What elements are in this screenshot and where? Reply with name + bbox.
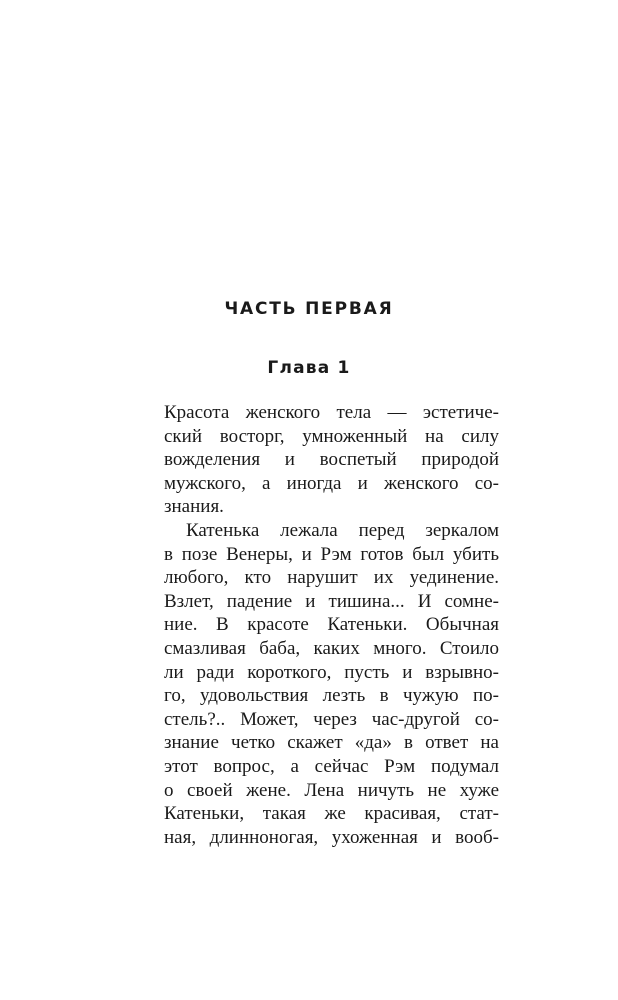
text-line: знания. <box>164 496 224 518</box>
part-title: ЧАСТЬ ПЕРВАЯ <box>224 299 394 319</box>
text-line: о своей жене. Лена ничуть не хуже <box>164 779 499 801</box>
text-line: ли ради короткого, пусть и взрывно- <box>164 661 499 683</box>
text-line: в позе Венеры, и Рэм готов был убить <box>164 543 499 565</box>
text-line: Катенька лежала перед зеркалом <box>186 519 499 541</box>
text-line: Взлет, падение и тишина... И сомне- <box>164 590 499 612</box>
text-line: ная, длинноногая, ухоженная и вооб- <box>164 826 499 848</box>
text-line: Катеньки, такая же красивая, стат- <box>164 803 499 825</box>
text-line: мужского, а иногда и женского со- <box>164 472 499 494</box>
text-line: Красота женского тела — эстетиче- <box>164 402 499 423</box>
chapter-body <box>164 401 499 849</box>
text-line: ние. В красоте Катеньки. Обычная <box>164 614 499 636</box>
text-line: этот вопрос, а сейчас Рэм подумал <box>164 755 499 777</box>
text-line: вожделения и воспетый природой <box>164 449 499 471</box>
chapter-title: Глава 1 <box>267 358 351 378</box>
text-line: знание четко скажет «да» в ответ на <box>164 732 499 754</box>
text-line: любого, кто нарушит их уединение. <box>164 567 499 589</box>
text-line: го, удовольствия лезть в чужую по- <box>164 685 499 707</box>
text-line: ский восторг, умноженный на силу <box>164 425 499 447</box>
text-line: смазливая баба, каких много. Стоило <box>164 637 499 659</box>
text-line: стель?.. Может, через час-другой со- <box>164 708 499 730</box>
